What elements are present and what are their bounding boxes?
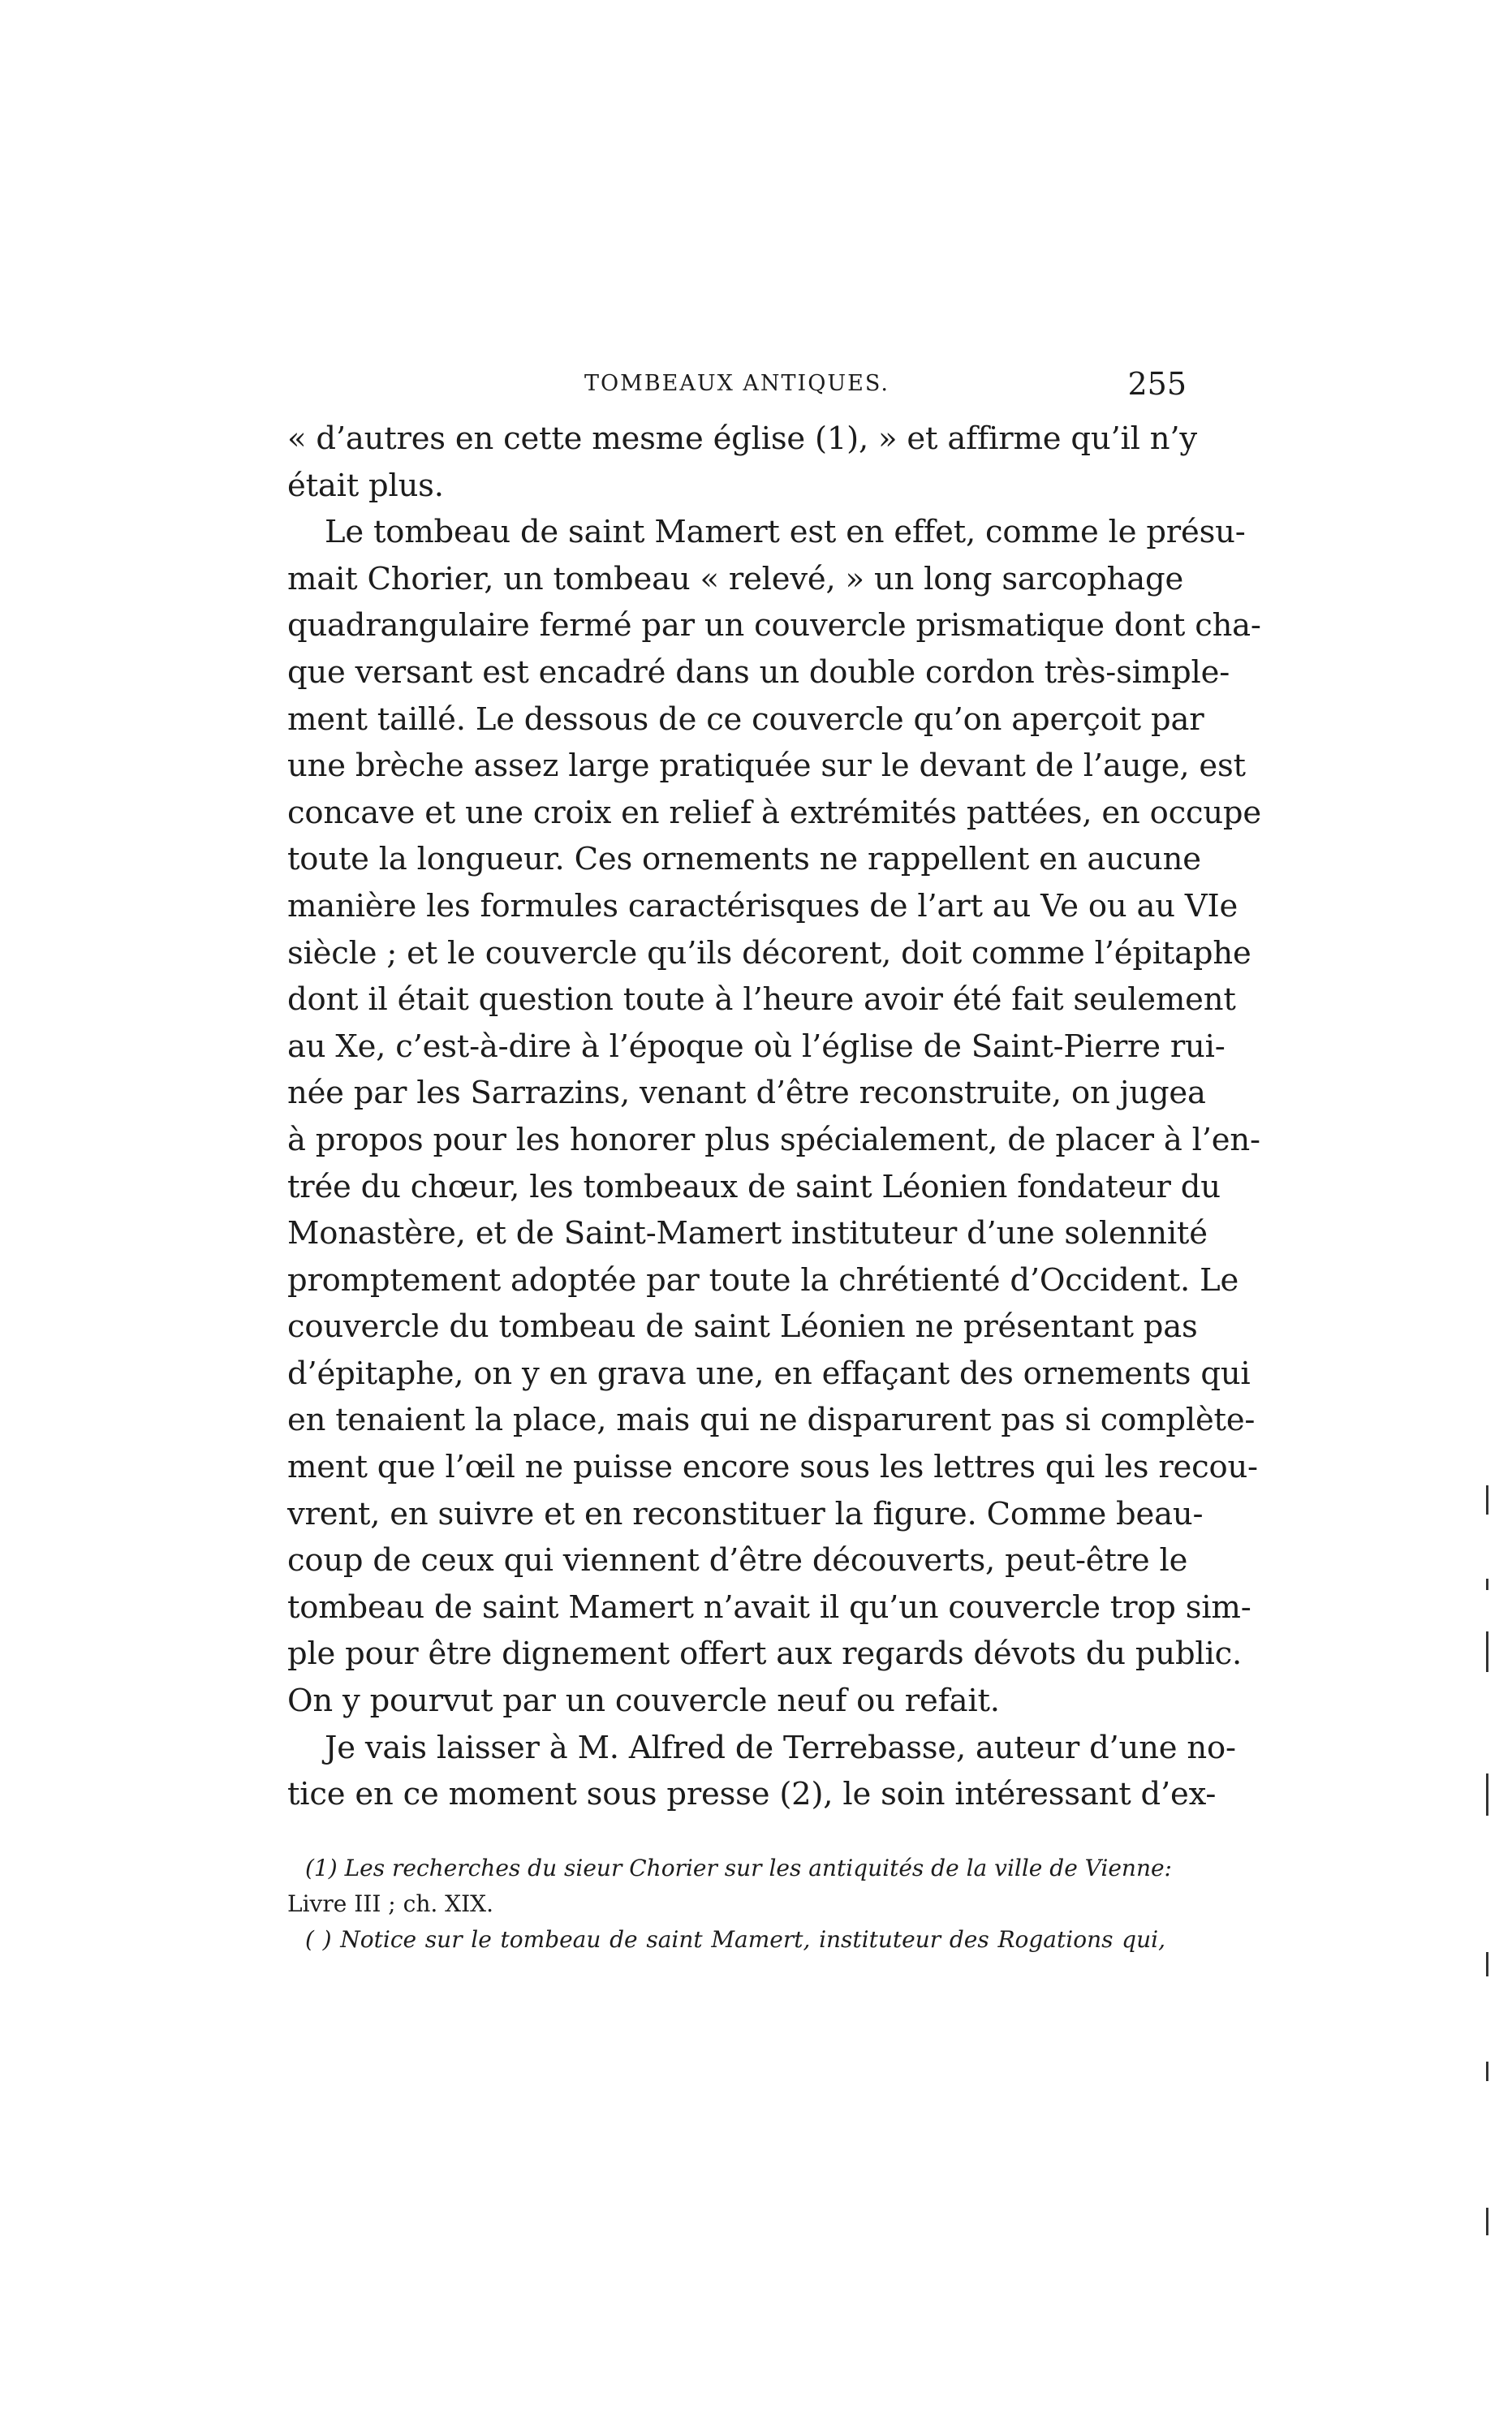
text-line: mait Chorier, un tombeau « relevé, » un long sarcophage — [287, 560, 1184, 597]
text-line: au Xe, c’est-à-dire à l’époque où l’église de Saint-Pierre rui- — [287, 1028, 1226, 1065]
text-line: ment que l’œil ne puisse encore sous les lettres qui les recou- — [287, 1449, 1258, 1486]
scan-mark — [1486, 2062, 1488, 2081]
text-line: quadrangulaire fermé par un couvercle prismatique dont cha- — [287, 607, 1261, 644]
text-line: Monastère, et de Saint-Mamert instituteur d’une solennité — [287, 1215, 1208, 1252]
text-line: née par les Sarrazins, venant d’être reconstruite, on jugea — [287, 1075, 1206, 1112]
text-line: d’épitaphe, on y en grava une, en effaçant des ornements qui — [287, 1355, 1251, 1392]
scan-mark — [1486, 1631, 1488, 1672]
text-line: que versant est encadré dans un double cordon très-simple- — [287, 653, 1230, 691]
text-line: Je vais laisser à M. Alfred de Terrebasse, auteur d’une no- — [325, 1729, 1236, 1766]
text-line: une brèche assez large pratiquée sur le devant de l’auge, est — [287, 748, 1246, 785]
text-line: à propos pour les honorer plus spécialement, de placer à l’en- — [287, 1121, 1260, 1158]
text-line: siècle ; et le couvercle qu’ils décorent, doit comme l’épitaphe — [287, 934, 1251, 972]
text-line: Le tombeau de saint Mamert est en effet, comme le présu- — [325, 514, 1246, 551]
footnote-line: Livre III ; ch. XIX. — [287, 1890, 493, 1917]
text-line: couvercle du tombeau de saint Léonien ne présentant pas — [287, 1308, 1198, 1346]
text-line: coup de ceux qui viennent d’être découverts, peut-être le — [287, 1542, 1188, 1579]
scan-mark — [1486, 1485, 1488, 1515]
text-line: était plus. — [287, 467, 444, 504]
text-line: vrent, en suivre et en reconstituer la figure. Comme beau- — [287, 1495, 1204, 1532]
text-line: « d’autres en cette mesme église (1), » et affirme qu’il n’y — [287, 420, 1197, 457]
text-line: tice en ce moment sous presse (2), le soin intéressant d’ex- — [287, 1776, 1217, 1813]
scan-mark — [1486, 1579, 1488, 1590]
footnotes — [287, 1851, 1172, 1958]
text-line: en tenaient la place, mais qui ne disparurent pas si complète- — [287, 1402, 1256, 1439]
text-line: promptement adoptée par toute la chrétienté d’Occident. Le — [287, 1261, 1239, 1299]
text-line: trée du chœur, les tombeaux de saint Léonien fondateur du — [287, 1168, 1221, 1205]
scan-mark — [1486, 1773, 1488, 1816]
scan-mark — [1486, 1952, 1488, 1976]
scan-margin-marks — [1480, 0, 1512, 2422]
text-line: On y pourvut par un couvercle neuf ou refait. — [287, 1683, 1000, 1720]
running-title: TOMBEAUX ANTIQUES. — [584, 371, 890, 396]
scan-mark — [1486, 2208, 1488, 2235]
footnote-line: ( ) Notice sur le tombeau de saint Mamert, instituteur des Rogations qui, — [305, 1926, 1165, 1953]
running-head — [287, 364, 1187, 404]
text-line: ment taillé. Le dessous de ce couvercle qu’on aperçoit par — [287, 700, 1204, 738]
text-line: dont il était question toute à l’heure avoir été fait seulement — [287, 981, 1236, 1019]
footnote-line: (1) Les recherches du sieur Chorier sur les antiquités de la ville de Vienne: — [305, 1855, 1172, 1881]
text-line: tombeau de saint Mamert n’avait il qu’un couvercle trop sim- — [287, 1588, 1251, 1626]
text-line: toute la longueur. Ces ornements ne rappellent en aucune — [287, 841, 1201, 878]
text-line: ple pour être dignement offert aux regards dévots du public. — [287, 1635, 1243, 1673]
body-text — [287, 416, 1261, 1818]
page-number: 255 — [1127, 366, 1187, 402]
text-line: concave et une croix en relief à extrémités pattées, en occupe — [287, 794, 1261, 831]
text-line: manière les formules caractérisques de l’art au Ve ou au VIe — [287, 887, 1238, 924]
